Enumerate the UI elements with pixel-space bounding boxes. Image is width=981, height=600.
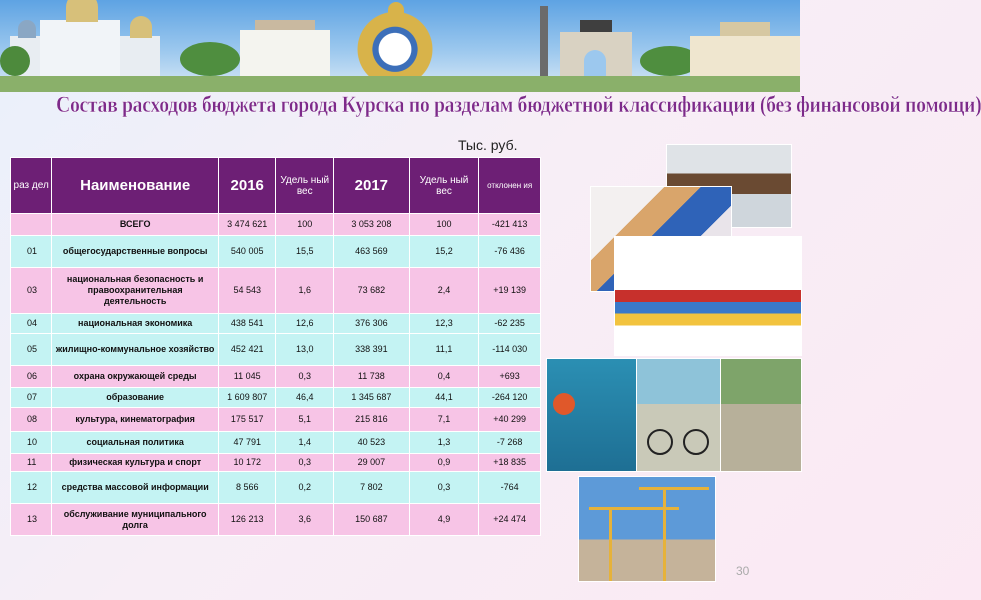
cell-code: 10 — [11, 432, 52, 454]
cell-name: средства массовой информации — [52, 472, 219, 504]
cell-code: 12 — [11, 472, 52, 504]
col-header-share-2017: Удель ный вес — [409, 158, 479, 214]
cell-code: 06 — [11, 366, 52, 388]
cell-name: ВСЕГО — [52, 214, 219, 236]
cell-s2016: 12,6 — [276, 314, 334, 334]
cell-dev: +24 474 — [479, 504, 541, 536]
cell-s2016: 1,6 — [276, 268, 334, 314]
cyclist-photo — [636, 358, 722, 472]
cell-s2016: 13,0 — [276, 334, 334, 366]
col-header-2016: 2016 — [218, 158, 276, 214]
cell-s2017: 11,1 — [409, 334, 479, 366]
cell-name: общегосударственные вопросы — [52, 236, 219, 268]
cell-code: 13 — [11, 504, 52, 536]
col-header-share-2016: Удель ный вес — [276, 158, 334, 214]
cell-v2017: 215 816 — [334, 408, 410, 432]
cell-s2017: 0,9 — [409, 454, 479, 472]
cell-dev: -7 268 — [479, 432, 541, 454]
cell-v2017: 1 345 687 — [334, 388, 410, 408]
cell-code: 04 — [11, 314, 52, 334]
cell-dev: +18 835 — [479, 454, 541, 472]
cell-s2016: 0,2 — [276, 472, 334, 504]
cell-dev: +19 139 — [479, 268, 541, 314]
cell-name: национальная экономика — [52, 314, 219, 334]
cell-v2017: 40 523 — [334, 432, 410, 454]
cell-dev: -264 120 — [479, 388, 541, 408]
table-row — [11, 334, 541, 366]
cell-v2016: 10 172 — [218, 454, 276, 472]
cell-name: охрана окружающей среды — [52, 366, 219, 388]
cell-v2016: 438 541 — [218, 314, 276, 334]
page-number: 30 — [736, 564, 750, 578]
cell-name: жилищно-коммунальное хозяйство — [52, 334, 219, 366]
cell-v2016: 8 566 — [218, 472, 276, 504]
cell-s2016: 15,5 — [276, 236, 334, 268]
runners-photo — [720, 358, 802, 472]
cell-code: 03 — [11, 268, 52, 314]
cell-s2017: 0,3 — [409, 472, 479, 504]
cell-s2016: 5,1 — [276, 408, 334, 432]
swimmer-photo — [546, 358, 638, 472]
cell-name: физическая культура и спорт — [52, 454, 219, 472]
table-row — [11, 236, 541, 268]
cell-s2017: 100 — [409, 214, 479, 236]
cell-v2016: 3 474 621 — [218, 214, 276, 236]
construction-cranes-photo — [578, 476, 716, 582]
cell-v2016: 126 213 — [218, 504, 276, 536]
cell-v2016: 47 791 — [218, 432, 276, 454]
cell-s2016: 100 — [276, 214, 334, 236]
cell-dev: -62 235 — [479, 314, 541, 334]
students-books-photo — [614, 236, 802, 356]
cell-v2017: 73 682 — [334, 268, 410, 314]
cell-s2017: 1,3 — [409, 432, 479, 454]
table-row — [11, 314, 541, 334]
cell-s2017: 12,3 — [409, 314, 479, 334]
budget-table — [10, 157, 541, 536]
col-header-deviation: отклонен ия — [479, 158, 541, 214]
col-header-name: Наименование — [52, 158, 219, 214]
cell-code: 07 — [11, 388, 52, 408]
cell-code — [11, 214, 52, 236]
cell-v2017: 338 391 — [334, 334, 410, 366]
cell-name: образование — [52, 388, 219, 408]
cell-v2016: 54 543 — [218, 268, 276, 314]
cell-v2017: 150 687 — [334, 504, 410, 536]
table-row — [11, 214, 541, 236]
cell-v2016: 452 421 — [218, 334, 276, 366]
cell-s2017: 44,1 — [409, 388, 479, 408]
cell-code: 01 — [11, 236, 52, 268]
cell-s2016: 1,4 — [276, 432, 334, 454]
cell-s2016: 0,3 — [276, 366, 334, 388]
cell-v2016: 175 517 — [218, 408, 276, 432]
cell-s2017: 0,4 — [409, 366, 479, 388]
table-row — [11, 504, 541, 536]
cell-v2017: 29 007 — [334, 454, 410, 472]
cell-name: культура, кинематография — [52, 408, 219, 432]
table-row — [11, 388, 541, 408]
units-label: Тыс. руб. — [458, 137, 518, 153]
table-row — [11, 408, 541, 432]
cell-code: 08 — [11, 408, 52, 432]
cell-dev: -421 413 — [479, 214, 541, 236]
cell-v2017: 3 053 208 — [334, 214, 410, 236]
col-header-2017: 2017 — [334, 158, 410, 214]
table-header-row — [11, 158, 541, 214]
cell-name: национальная безопасность и правоохранительная деятельность — [52, 268, 219, 314]
cell-s2016: 0,3 — [276, 454, 334, 472]
cell-s2017: 4,9 — [409, 504, 479, 536]
table-row — [11, 268, 541, 314]
table-row — [11, 472, 541, 504]
cell-dev: +693 — [479, 366, 541, 388]
col-header-section: раз дел — [11, 158, 52, 214]
page-title: Состав расходов бюджета города Курска по разделам бюджетной классификации (без финансовой помощи) — [56, 92, 981, 117]
table-row — [11, 432, 541, 454]
cell-v2017: 463 569 — [334, 236, 410, 268]
cell-code: 11 — [11, 454, 52, 472]
cell-s2017: 7,1 — [409, 408, 479, 432]
cell-name: социальная политика — [52, 432, 219, 454]
cell-s2016: 3,6 — [276, 504, 334, 536]
table-row — [11, 454, 541, 472]
cell-v2016: 540 005 — [218, 236, 276, 268]
cell-dev: -764 — [479, 472, 541, 504]
cell-v2016: 1 609 807 — [218, 388, 276, 408]
cell-code: 05 — [11, 334, 52, 366]
cell-dev: -114 030 — [479, 334, 541, 366]
cell-s2017: 2,4 — [409, 268, 479, 314]
cell-dev: +40 299 — [479, 408, 541, 432]
cell-name: обслуживание муниципального долга — [52, 504, 219, 536]
cell-dev: -76 436 — [479, 236, 541, 268]
cell-v2016: 11 045 — [218, 366, 276, 388]
cell-s2016: 46,4 — [276, 388, 334, 408]
cell-s2017: 15,2 — [409, 236, 479, 268]
table-row — [11, 366, 541, 388]
cell-v2017: 376 306 — [334, 314, 410, 334]
cell-v2017: 7 802 — [334, 472, 410, 504]
header-banner — [0, 0, 800, 92]
cell-v2017: 11 738 — [334, 366, 410, 388]
